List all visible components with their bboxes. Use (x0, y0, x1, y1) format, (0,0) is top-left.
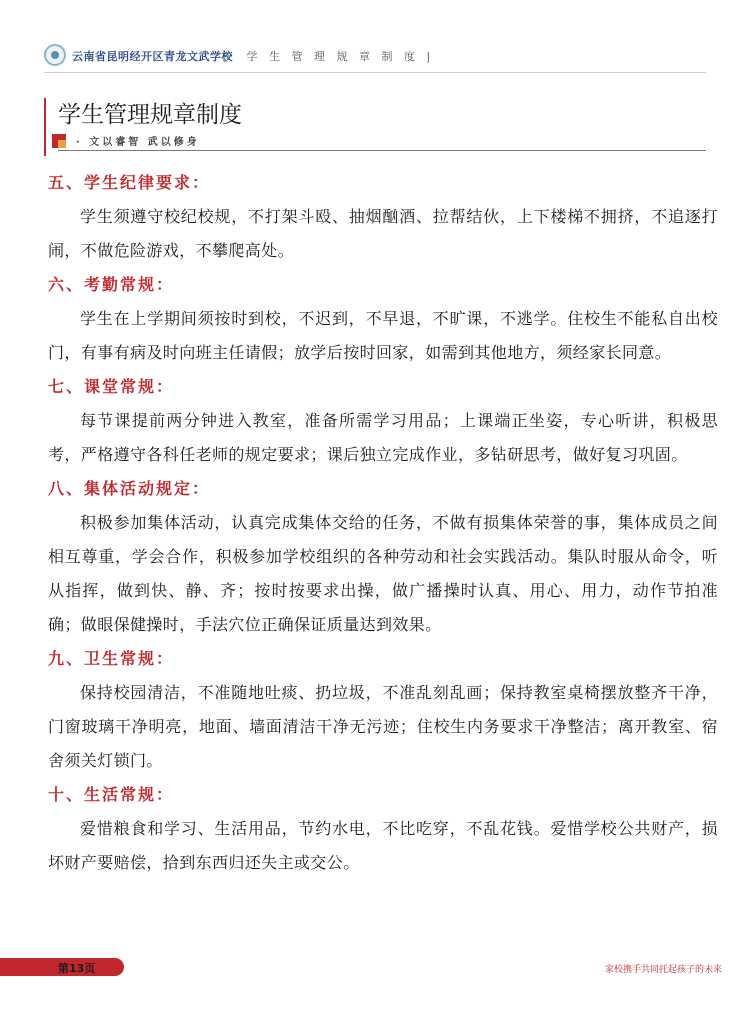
section-title-daily-life: 十、生活常规： (48, 785, 175, 804)
section-title-discipline: 五、学生纪律要求： (48, 173, 211, 192)
footer-slogan: 家校携手共同托起孩子的未来 (604, 965, 722, 975)
page-header (44, 44, 704, 72)
page-number: 第13页 (58, 962, 96, 975)
school-motto: · 文以睿智 武以修身 (76, 137, 200, 148)
section-title-attendance: 六、考勤常规： (48, 275, 175, 294)
section-body-daily-life: 爱惜粮食和学习、生活用品，节约水电，不比吃穿，不乱花钱。爱惜学校公共财产，损坏财产要赔偿，拾到东西归还失主或交公。 (48, 819, 718, 872)
section-body-hygiene: 保持校园清洁，不准随地吐痰、扔垃圾，不准乱刻乱画；保持教室桌椅摆放整齐干净，门窗玻璃干净明亮，地面、墙面清洁干净无污迹；住校生内务要求干净整洁；离开教室、宿舍须关灯锁门。 (48, 683, 718, 770)
header-divider (44, 72, 706, 73)
school-logo-icon (44, 44, 66, 66)
section-body-discipline: 学生须遵守校纪校规，不打架斗殴、抽烟酗酒、拉帮结伙，上下楼梯不拥挤，不追逐打闹，不做危险游戏，不攀爬高处。 (48, 207, 718, 260)
regulations-body (48, 168, 718, 884)
section-body-group-activity: 积极参加集体活动，认真完成集体交给的任务，不做有损集体荣誉的事，集体成员之间相互尊重，学会合作，积极参加学校组织的各种劳动和社会实践活动。集队时服从命令，听从指挥，做到快、静、齐；按时按要求出操，做广播操时认真、用心、用力，动作节拍准确；做眼保健操时，手法穴位正确保证质量达到效果。 (48, 513, 718, 634)
section-title-hygiene: 九、卫生常规： (48, 649, 175, 668)
school-name: 云南省昆明经开区青龙文武学校 (72, 50, 233, 63)
title-accent-bar (44, 98, 46, 156)
title-divider (58, 150, 706, 151)
motto-square-icon (52, 134, 66, 148)
section-title-group-activity: 八、集体活动规定： (48, 479, 211, 498)
section-body-classroom: 每节课提前两分钟进入教室，准备所需学习用品；上课端正坐姿，专心听讲，积极思考，严格遵守各科任老师的规定要求；课后独立完成作业，多钻研思考，做好复习巩固。 (48, 411, 718, 464)
breadcrumb: 》 学 生 管 理 规 章 制 度 | (224, 50, 435, 63)
section-title-classroom: 七、课堂常规： (48, 377, 175, 396)
section-body-attendance: 学生在上学期间须按时到校，不迟到，不早退，不旷课，不逃学。住校生不能私自出校门，有事有病及时向班主任请假；放学后按时回家，如需到其他地方，须经家长同意。 (48, 309, 718, 362)
page-title: 学生管理规章制度 (58, 102, 242, 128)
